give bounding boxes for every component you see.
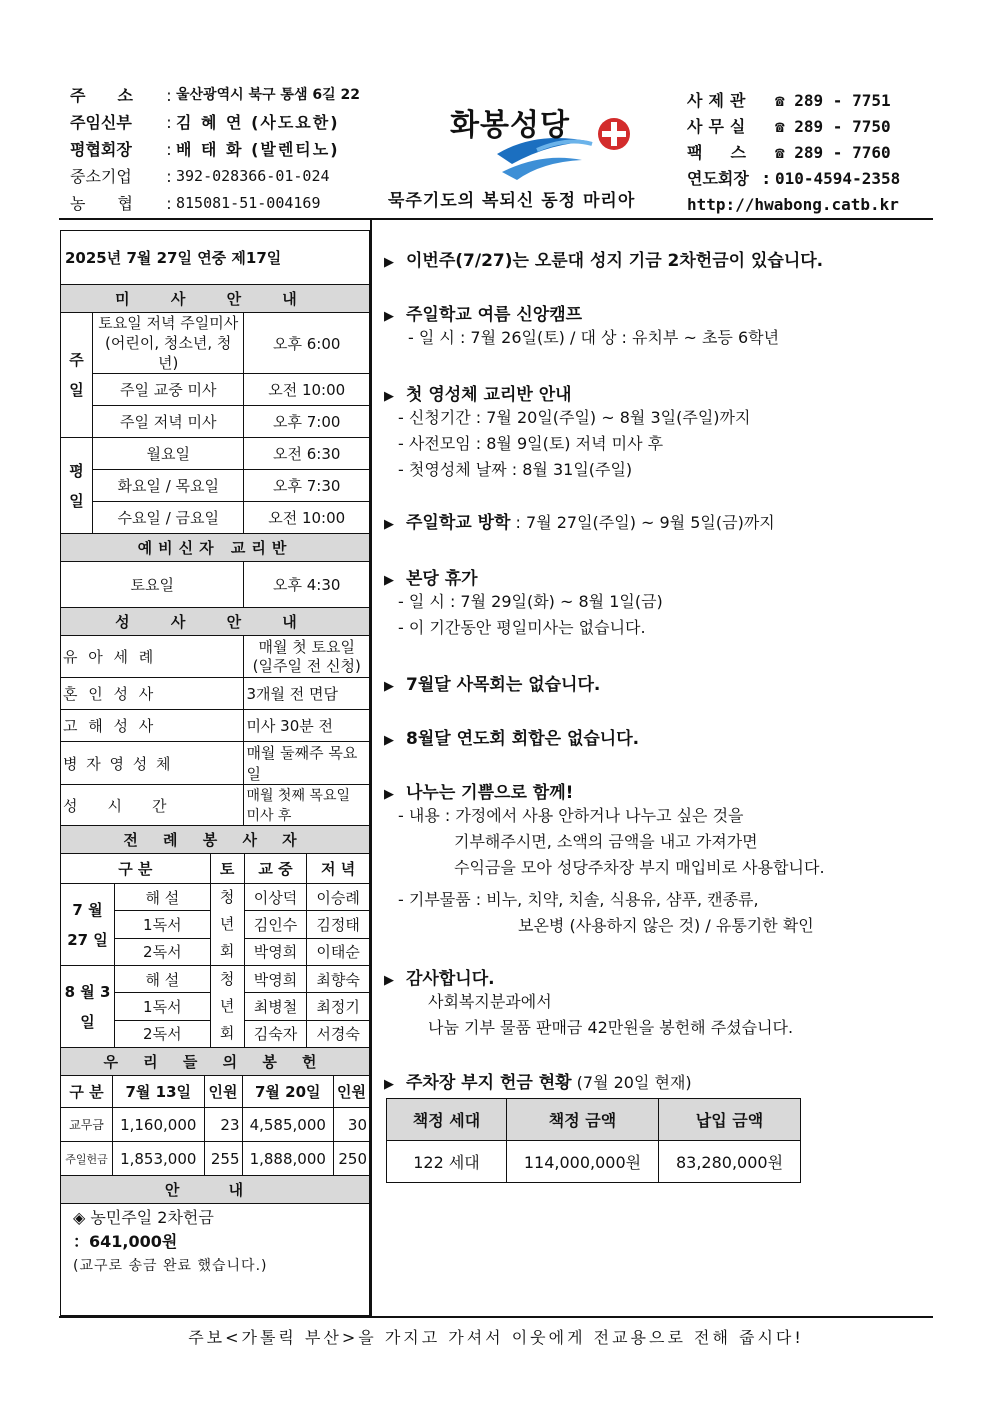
nh-label: 농 협 bbox=[70, 194, 133, 213]
mass-time-0: 오후 6:00 bbox=[244, 313, 370, 374]
sacrament-info-3: 매월 둘째주 목요일 bbox=[244, 742, 370, 785]
parking-val-1: 114,000,000원 bbox=[507, 1141, 659, 1183]
mass-name-4: 화요일 / 목요일 bbox=[93, 470, 244, 502]
offering-col-3: 7월 20일 bbox=[242, 1076, 334, 1108]
legion-tel: 010-4594-2358 bbox=[775, 169, 901, 188]
fax-label: 팩 스 bbox=[687, 143, 752, 162]
liturgy-role: 해 설 bbox=[115, 966, 211, 993]
liturgy-main: 김숙자 bbox=[244, 1020, 307, 1047]
offering-col-4: 인원 bbox=[334, 1076, 370, 1108]
sacrament-info-4: 매월 첫째 목요일 미사 후 bbox=[244, 785, 370, 826]
sme-account: 392-028366-01-024 bbox=[176, 167, 330, 185]
notice-note: (교구로 송금 완료 했습니다.) bbox=[73, 1258, 268, 1274]
item-line: 수익금을 모아 성당주차장 부지 매입비로 사용합니다. bbox=[454, 858, 825, 877]
weekday-label: 평 일 bbox=[61, 438, 93, 534]
item-line: - 이 기간동안 평일미사는 없습니다. bbox=[398, 618, 646, 637]
liturgy-main: 박영희 bbox=[244, 938, 307, 965]
parking-val-2: 83,280,000원 bbox=[659, 1141, 801, 1183]
liturgy-eve: 김정태 bbox=[307, 911, 370, 938]
header-info: 주 소 : 울산광역시 북구 통샘 6길 22 주임신부 : 김 혜 연 (사도요한) 평협회장 : 배 태 화 (발렌티노) 중소기업 : 392-028366-01-024 농 협 : 815081-51-004169 bbox=[70, 82, 360, 217]
triangle-icon: ▶ bbox=[384, 973, 394, 988]
pastor: 김 혜 연 (사도요한) bbox=[176, 113, 340, 132]
liturgy-eve: 최향숙 bbox=[307, 966, 370, 993]
offering-table bbox=[60, 1047, 370, 1204]
triangle-icon: ▶ bbox=[384, 787, 394, 802]
liturgy-main: 김인수 bbox=[244, 911, 307, 938]
sacrament-name-0: 유 아 세 례 bbox=[61, 636, 244, 678]
offering-b-1: 1,888,000 bbox=[242, 1142, 334, 1176]
mass-time-3: 오전 6:30 bbox=[244, 438, 370, 470]
item-line: - 일 시 : 7월 29일(화) ~ 8월 1일(금) bbox=[398, 592, 663, 611]
liturgy-col-1: 토 bbox=[210, 854, 244, 884]
item-title: ▶ 나누는 기쁨으로 함께! bbox=[384, 783, 574, 803]
parking-table bbox=[386, 1098, 801, 1183]
item-line: - 첫영성체 날짜 : 8월 31일(주일) bbox=[398, 460, 633, 479]
liturgy-eve: 최정기 bbox=[307, 993, 370, 1020]
notice-amount: ：641,000원 bbox=[73, 1232, 178, 1251]
liturgy-col-3: 저 녁 bbox=[307, 854, 370, 884]
church-name: 화봉성당 bbox=[450, 108, 570, 143]
top-rule bbox=[59, 218, 933, 220]
sacrament-name-4: 성 시 간 bbox=[61, 785, 244, 826]
mass-header: 미 사 안 내 bbox=[61, 285, 370, 313]
mass-time-2: 오후 7:00 bbox=[244, 406, 370, 438]
liturgy-date-1: 8 월 3 일 bbox=[61, 966, 115, 1048]
catechumen-day: 토요일 bbox=[61, 562, 244, 608]
liturgy-sat-1: 청 년 회 bbox=[210, 966, 244, 1048]
rectory-label: 사제관 bbox=[687, 91, 752, 110]
sunday-label: 주 일 bbox=[61, 313, 93, 438]
liturgy-role: 2독서 bbox=[115, 1020, 211, 1047]
office-tel: ☎ 289 - 7750 bbox=[775, 117, 891, 136]
item-title: ▶ 주일학교 방학 : 7월 27일(주일) ~ 9월 5일(금)까지 bbox=[384, 513, 775, 533]
item-line: 사회복지분과에서 bbox=[428, 992, 552, 1011]
parking-val-0: 122 세대 bbox=[387, 1141, 507, 1183]
item-title: ▶ 주일학교 여름 신앙캠프 bbox=[384, 305, 583, 325]
triangle-icon: ▶ bbox=[384, 255, 394, 270]
item-title: ▶ 첫 영성체 교리반 안내 bbox=[384, 385, 572, 405]
mass-name-1: 주일 교중 미사 bbox=[93, 374, 244, 406]
liturgy-col-2: 교 중 bbox=[244, 854, 307, 884]
offering-bn-1: 250 bbox=[334, 1142, 370, 1176]
liturgy-sat-0: 청 년 회 bbox=[210, 884, 244, 966]
footer-text: 주보<가톨릭 부산>을 가지고 가셔서 이웃에게 전교용으로 전해 줍시다! bbox=[188, 1328, 804, 1347]
item-line: - 기부물품 : 비누, 치약, 치솔, 식용유, 샴푸, 캔종류, bbox=[398, 890, 759, 909]
liturgy-role: 해 설 bbox=[115, 884, 211, 911]
liturgy-eve: 이승례 bbox=[307, 884, 370, 911]
right-column bbox=[384, 246, 924, 1183]
item-line: - 사전모임 : 8월 9일(토) 저녁 미사 후 bbox=[398, 434, 664, 453]
mass-name-0: 토요일 저녁 주일미사 (어린이, 청소년, 청년) bbox=[93, 313, 244, 374]
item-title: ▶ 본당 휴가 bbox=[384, 569, 478, 589]
parking-col-0: 책정 세대 bbox=[387, 1099, 507, 1141]
website-link[interactable]: http://hwabong.catb.kr bbox=[687, 195, 899, 214]
council-label: 평협회장 bbox=[70, 140, 132, 159]
item-line: - 내용 : 가정에서 사용 안하거나 나누고 싶은 것을 bbox=[398, 806, 744, 825]
parking-col-2: 납입 금액 bbox=[659, 1099, 801, 1141]
mass-time-4: 오후 7:30 bbox=[244, 470, 370, 502]
office-label: 사무실 bbox=[687, 117, 752, 136]
column-divider bbox=[370, 219, 372, 1316]
nh-account: 815081-51-004169 bbox=[176, 194, 321, 212]
sme-label: 중소기업 bbox=[70, 167, 132, 186]
fax-tel: ☎ 289 - 7760 bbox=[775, 143, 891, 162]
address-label: 주 소 bbox=[70, 86, 133, 105]
item-line: - 신청기간 : 7월 20일(주일) ~ 8월 3일(주일)까지 bbox=[398, 408, 751, 427]
item-line: - 일 시 : 7월 26일(토) / 대 상 : 유치부 ~ 초등 6학년 bbox=[408, 328, 780, 347]
address: 울산광역시 북구 통샘 6길 22 bbox=[176, 87, 360, 103]
left-column bbox=[60, 230, 370, 1204]
parking-col-1: 책정 금액 bbox=[507, 1099, 659, 1141]
triangle-icon: ▶ bbox=[384, 1077, 394, 1092]
contact-info: 사제관 ☎ 289 - 7751 사무실 ☎ 289 - 7750 팩 스 ☎ 289 - 7760 연도회장 : 010-4594-2358 http://hwabong.catb.kr bbox=[687, 88, 900, 218]
liturgy-main: 박영희 bbox=[244, 966, 307, 993]
sacrament-header: 성 사 안 내 bbox=[61, 608, 370, 636]
notice-header: 안 내 bbox=[61, 1176, 370, 1204]
sacrament-name-1: 혼 인 성 사 bbox=[61, 678, 244, 710]
item-title: ▶ 7월달 사목회는 없습니다. bbox=[384, 675, 601, 695]
offering-a-0: 1,160,000 bbox=[113, 1108, 205, 1142]
liturgy-main: 최병철 bbox=[244, 993, 307, 1020]
offering-name-1: 주일헌금 bbox=[61, 1142, 113, 1176]
legion-label: 연도회장 bbox=[687, 169, 749, 188]
item-title: ▶ 주차장 부지 헌금 현황 (7월 20일 현재) bbox=[384, 1073, 692, 1093]
triangle-icon: ▶ bbox=[384, 309, 394, 324]
triangle-icon: ▶ bbox=[384, 733, 394, 748]
item-line: 보온병 (사용하지 않은 것) / 유통기한 확인 bbox=[518, 916, 814, 935]
sacrament-info-0: 매월 첫 토요일 (일주일 전 신청) bbox=[244, 636, 370, 678]
liturgy-role: 1독서 bbox=[115, 993, 211, 1020]
bottom-rule bbox=[59, 1316, 933, 1318]
liturgy-eve: 서경숙 bbox=[307, 1020, 370, 1047]
liturgy-main: 이상덕 bbox=[244, 884, 307, 911]
liturgy-col-0: 구 분 bbox=[61, 854, 211, 884]
offering-b-0: 4,585,000 bbox=[242, 1108, 334, 1142]
offering-bn-0: 30 bbox=[334, 1108, 370, 1142]
triangle-icon: ▶ bbox=[384, 517, 394, 532]
mass-time-5: 오전 10:00 bbox=[244, 502, 370, 534]
notice-title: ◈ 농민주일 2차헌금 bbox=[73, 1208, 214, 1227]
item-title: ▶ 감사합니다. bbox=[384, 969, 495, 989]
mass-name-5: 수요일 / 금요일 bbox=[93, 502, 244, 534]
pastor-label: 주임신부 bbox=[70, 113, 132, 132]
mass-name-3: 월요일 bbox=[93, 438, 244, 470]
offering-a-1: 1,853,000 bbox=[113, 1142, 205, 1176]
council: 배 태 화 (발렌티노) bbox=[176, 140, 340, 159]
offering-col-0: 구 분 bbox=[61, 1076, 113, 1108]
catechumen-time: 오후 4:30 bbox=[244, 562, 370, 608]
motto: 묵주기도의 복되신 동정 마리아 bbox=[388, 191, 636, 211]
sacrament-name-3: 병 자 영 성 체 bbox=[61, 742, 244, 785]
sacrament-name-2: 고 해 성 사 bbox=[61, 710, 244, 742]
notice-box bbox=[60, 1188, 370, 1316]
item-title: ▶ 8월달 연도회 회합은 없습니다. bbox=[384, 729, 640, 749]
mass-time-1: 오전 10:00 bbox=[244, 374, 370, 406]
offering-col-2: 인원 bbox=[204, 1076, 242, 1108]
left-table bbox=[60, 230, 370, 826]
liturgy-table bbox=[60, 825, 370, 1048]
item-title: ▶ 이번주(7/27)는 오룬대 성지 기금 2차헌금이 있습니다. bbox=[384, 251, 824, 271]
liturgy-eve: 이태순 bbox=[307, 938, 370, 965]
triangle-icon: ▶ bbox=[384, 573, 394, 588]
item-line: 나눔 기부 물품 판매금 42만원을 봉헌해 주셨습니다. bbox=[428, 1018, 794, 1037]
liturgy-date-0: 7 월 27 일 bbox=[61, 884, 115, 966]
triangle-icon: ▶ bbox=[384, 679, 394, 694]
sacrament-info-2: 미사 30분 전 bbox=[244, 710, 370, 742]
sacrament-info-1: 3개월 전 면담 bbox=[244, 678, 370, 710]
bulletin-date: 2025년 7월 27일 연중 제17일 bbox=[61, 231, 370, 285]
liturgy-role: 2독서 bbox=[115, 938, 211, 965]
item-line: 기부해주시면, 소액의 금액을 내고 가져가면 bbox=[454, 832, 758, 851]
liturgy-role: 1독서 bbox=[115, 911, 211, 938]
offering-col-1: 7월 13일 bbox=[113, 1076, 205, 1108]
mass-name-2: 주일 저녁 미사 bbox=[93, 406, 244, 438]
catechumen-header: 예비신자 교리반 bbox=[61, 534, 370, 562]
offering-name-0: 교무금 bbox=[61, 1108, 113, 1142]
liturgy-header: 전 례 봉 사 자 bbox=[61, 826, 370, 854]
offering-header: 우 리 들 의 봉 헌 bbox=[61, 1048, 370, 1076]
rectory-tel: ☎ 289 - 7751 bbox=[775, 91, 891, 110]
triangle-icon: ▶ bbox=[384, 389, 394, 404]
offering-an-0: 23 bbox=[204, 1108, 242, 1142]
offering-an-1: 255 bbox=[204, 1142, 242, 1176]
